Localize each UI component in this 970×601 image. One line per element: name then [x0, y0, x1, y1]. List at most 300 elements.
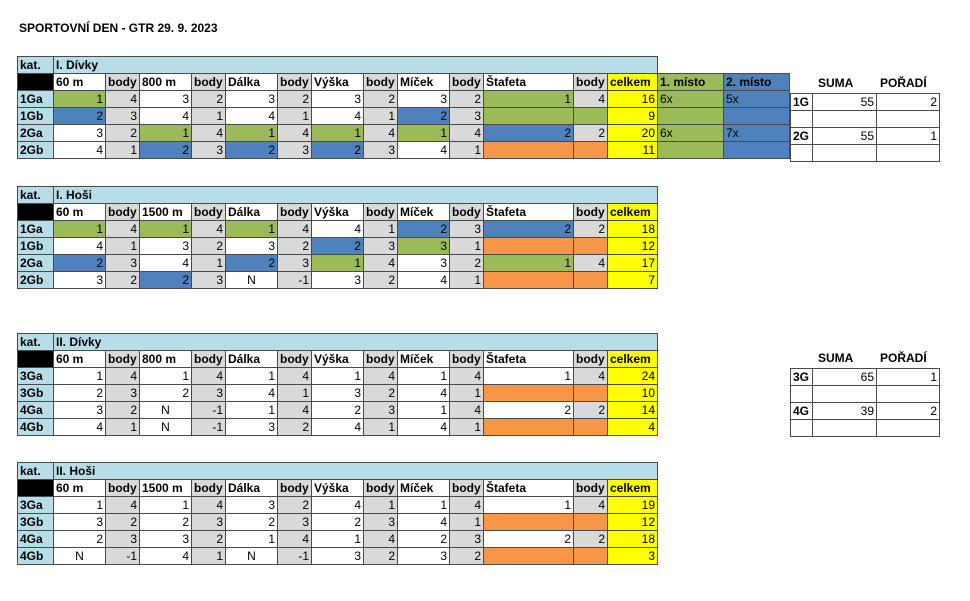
column-header: Dálka: [226, 74, 278, 91]
table-row: [18, 419, 658, 436]
team-label: 2Gb: [18, 272, 54, 289]
total-cell: 20: [608, 125, 658, 142]
score-cell: 3: [192, 272, 226, 289]
section-title: II. Dívky: [54, 334, 658, 351]
score-cell: 3: [312, 385, 364, 402]
score-cell: 2: [106, 402, 140, 419]
place-cell: [658, 142, 724, 159]
place-cell: 7x: [724, 125, 790, 142]
total-cell: 9: [608, 108, 658, 125]
suma-cell: 55: [813, 94, 877, 111]
table-row: [18, 91, 790, 108]
column-header: Výška: [312, 480, 364, 497]
total-cell: 17: [608, 255, 658, 272]
score-cell: 2: [140, 514, 192, 531]
score-cell: 2: [54, 108, 106, 125]
score-cell: [574, 142, 608, 159]
total-cell: 24: [608, 368, 658, 385]
score-cell: 1: [54, 497, 106, 514]
score-cell: N: [54, 548, 106, 565]
score-cell: 2: [106, 272, 140, 289]
score-cell: [484, 548, 574, 565]
table-row: [18, 497, 658, 514]
score-cell: 1: [54, 91, 106, 108]
column-header: body: [106, 480, 140, 497]
column-header: body: [574, 204, 608, 221]
score-cell: 1: [140, 221, 192, 238]
column-header: body: [106, 204, 140, 221]
group-label: 2G: [791, 128, 813, 145]
suma-cell: 39: [813, 403, 877, 420]
score-cell: 4: [192, 497, 226, 514]
table-row: [18, 385, 658, 402]
column-header: celkem: [608, 74, 658, 91]
team-label: 4Ga: [18, 402, 54, 419]
total-cell: 12: [608, 238, 658, 255]
score-cell: 3: [312, 272, 364, 289]
team-label: 3Ga: [18, 368, 54, 385]
column-header: celkem: [608, 480, 658, 497]
score-cell: N: [226, 272, 278, 289]
score-cell: [484, 385, 574, 402]
score-cell: 3: [54, 272, 106, 289]
score-cell: 2: [450, 255, 484, 272]
suma-table: [790, 368, 940, 437]
score-cell: 2: [364, 272, 398, 289]
score-cell: -1: [192, 419, 226, 436]
team-label: 2Gb: [18, 142, 54, 159]
score-cell: 1: [484, 497, 574, 514]
suma-table: [790, 93, 940, 162]
score-cell: 1: [192, 255, 226, 272]
category-label: kat.: [18, 463, 54, 480]
score-cell: 3: [106, 531, 140, 548]
column-header: Míček: [398, 74, 450, 91]
suma-cell: 55: [813, 128, 877, 145]
column-header: body: [364, 351, 398, 368]
suma-cell: [813, 386, 877, 403]
score-cell: 4: [364, 531, 398, 548]
score-cell: 1: [484, 255, 574, 272]
score-cell: 4: [278, 402, 312, 419]
score-cell: 2: [312, 238, 364, 255]
suma-label: SUMA: [818, 76, 854, 90]
score-cell: 2: [226, 514, 278, 531]
column-header: body: [574, 74, 608, 91]
rank-cell: 2: [877, 403, 940, 420]
team-label: 4Ga: [18, 531, 54, 548]
score-cell: 2: [450, 91, 484, 108]
score-cell: 4: [398, 514, 450, 531]
table-row: [18, 125, 790, 142]
rank-cell: [877, 145, 940, 162]
column-header: 800 m: [140, 351, 192, 368]
score-cell: 4: [54, 142, 106, 159]
score-cell: 1: [278, 385, 312, 402]
place-cell: 6x: [658, 125, 724, 142]
score-cell: 4: [312, 419, 364, 436]
score-cell: 2: [54, 385, 106, 402]
score-cell: 3: [398, 548, 450, 565]
score-cell: 4: [278, 531, 312, 548]
score-cell: 2: [278, 238, 312, 255]
score-cell: N: [140, 402, 192, 419]
score-cell: 2: [140, 385, 192, 402]
score-cell: 2: [140, 272, 192, 289]
score-cell: 4: [574, 91, 608, 108]
column-header: 1500 m: [140, 480, 192, 497]
column-header: Dálka: [226, 480, 278, 497]
score-cell: [574, 419, 608, 436]
score-cell: 4: [450, 368, 484, 385]
column-header: Míček: [398, 351, 450, 368]
results-table: [17, 333, 658, 436]
score-cell: 2: [278, 91, 312, 108]
total-cell: 3: [608, 548, 658, 565]
score-cell: 2: [312, 514, 364, 531]
score-cell: 3: [364, 402, 398, 419]
score-cell: 3: [278, 255, 312, 272]
score-cell: 1: [364, 497, 398, 514]
table-row: [18, 238, 658, 255]
score-cell: 1: [140, 368, 192, 385]
table-row: [18, 548, 658, 565]
place-cell: [724, 142, 790, 159]
column-header: body: [364, 480, 398, 497]
column-header: 60 m: [54, 351, 106, 368]
rank-label: POŘADÍ: [880, 76, 927, 90]
section-title: I. Dívky: [54, 57, 658, 74]
score-cell: N: [226, 548, 278, 565]
score-cell: 3: [364, 142, 398, 159]
score-cell: 1: [226, 402, 278, 419]
results-table: [17, 186, 658, 289]
score-cell: 1: [364, 221, 398, 238]
score-cell: 1: [450, 419, 484, 436]
score-cell: 1: [398, 368, 450, 385]
score-cell: 4: [278, 125, 312, 142]
score-cell: 2: [312, 402, 364, 419]
score-cell: 3: [450, 221, 484, 238]
score-cell: 4: [450, 125, 484, 142]
score-cell: 4: [312, 497, 364, 514]
total-cell: 7: [608, 272, 658, 289]
score-cell: 1: [106, 238, 140, 255]
score-cell: 4: [106, 91, 140, 108]
column-header: body: [192, 204, 226, 221]
score-cell: 3: [106, 255, 140, 272]
column-header: body: [278, 74, 312, 91]
section-title: II. Hoši: [54, 463, 658, 480]
team-label: 1Gb: [18, 108, 54, 125]
score-cell: 3: [192, 385, 226, 402]
score-cell: 1: [312, 368, 364, 385]
score-cell: 2: [364, 548, 398, 565]
score-cell: 1: [398, 125, 450, 142]
corner-cell: [18, 74, 54, 91]
score-cell: [574, 238, 608, 255]
results-table: [17, 56, 790, 159]
score-cell: [484, 514, 574, 531]
score-cell: 3: [364, 514, 398, 531]
score-cell: 2: [54, 531, 106, 548]
score-cell: 2: [574, 125, 608, 142]
total-cell: 18: [608, 221, 658, 238]
score-cell: 4: [574, 255, 608, 272]
score-cell: 3: [450, 531, 484, 548]
score-cell: 2: [106, 514, 140, 531]
table-row: [18, 368, 658, 385]
column-header: body: [574, 480, 608, 497]
column-header: body: [106, 351, 140, 368]
score-cell: 3: [54, 125, 106, 142]
score-cell: 3: [54, 402, 106, 419]
total-cell: 19: [608, 497, 658, 514]
score-cell: 4: [54, 238, 106, 255]
team-label: 1Gb: [18, 238, 54, 255]
table-row: [18, 108, 790, 125]
column-header: 1500 m: [140, 204, 192, 221]
score-cell: 1: [226, 125, 278, 142]
score-cell: [574, 514, 608, 531]
score-cell: 2: [450, 548, 484, 565]
team-label: 1Ga: [18, 221, 54, 238]
score-cell: 4: [574, 368, 608, 385]
rank-cell: [877, 386, 940, 403]
column-header: 60 m: [54, 74, 106, 91]
score-cell: 3: [106, 108, 140, 125]
column-header: body: [574, 351, 608, 368]
score-cell: 3: [398, 255, 450, 272]
column-header: body: [364, 74, 398, 91]
score-cell: 2: [278, 419, 312, 436]
score-cell: 1: [312, 531, 364, 548]
column-header: Štafeta: [484, 351, 574, 368]
score-cell: 1: [364, 108, 398, 125]
results-table: [17, 462, 658, 565]
total-cell: 16: [608, 91, 658, 108]
score-cell: 2: [54, 255, 106, 272]
column-header: Míček: [398, 204, 450, 221]
group-label: 3G: [791, 369, 813, 386]
column-header: body: [364, 204, 398, 221]
score-cell: [484, 108, 574, 125]
score-cell: 1: [312, 125, 364, 142]
score-cell: 1: [278, 108, 312, 125]
group-label: 4G: [791, 403, 813, 420]
group-label: [791, 386, 813, 403]
score-cell: 2: [278, 497, 312, 514]
score-cell: 2: [574, 402, 608, 419]
column-header: body: [450, 480, 484, 497]
table-row: [18, 255, 658, 272]
score-cell: [574, 108, 608, 125]
column-header: Štafeta: [484, 204, 574, 221]
score-cell: 1: [398, 497, 450, 514]
score-cell: 4: [140, 108, 192, 125]
score-cell: 4: [106, 368, 140, 385]
score-cell: 3: [140, 238, 192, 255]
score-cell: [574, 385, 608, 402]
score-cell: [484, 272, 574, 289]
total-cell: 11: [608, 142, 658, 159]
score-cell: 2: [140, 142, 192, 159]
rank-cell: [877, 111, 940, 128]
column-header: body: [278, 204, 312, 221]
score-cell: 2: [574, 531, 608, 548]
score-cell: 1: [450, 385, 484, 402]
score-cell: 3: [192, 142, 226, 159]
score-cell: 1: [450, 514, 484, 531]
score-cell: 1: [226, 368, 278, 385]
category-label: kat.: [18, 334, 54, 351]
score-cell: 1: [450, 142, 484, 159]
score-cell: -1: [278, 548, 312, 565]
score-cell: 3: [398, 238, 450, 255]
score-cell: 3: [398, 91, 450, 108]
score-cell: 4: [364, 125, 398, 142]
table-row: [18, 221, 658, 238]
score-cell: 1: [106, 142, 140, 159]
column-header: body: [192, 74, 226, 91]
score-cell: 2: [226, 255, 278, 272]
team-label: 2Ga: [18, 255, 54, 272]
table-row: [18, 402, 658, 419]
score-cell: 2: [484, 531, 574, 548]
score-cell: 2: [226, 142, 278, 159]
score-cell: 3: [54, 514, 106, 531]
team-label: 3Gb: [18, 385, 54, 402]
score-cell: 4: [312, 108, 364, 125]
score-cell: 4: [106, 221, 140, 238]
score-cell: 2: [312, 142, 364, 159]
score-cell: 3: [450, 108, 484, 125]
score-cell: 3: [226, 238, 278, 255]
score-cell: 2: [192, 531, 226, 548]
score-cell: 4: [226, 108, 278, 125]
score-cell: 1: [226, 531, 278, 548]
score-cell: 3: [226, 497, 278, 514]
score-cell: -1: [106, 548, 140, 565]
team-label: 3Gb: [18, 514, 54, 531]
score-cell: 2: [364, 385, 398, 402]
score-cell: 4: [312, 221, 364, 238]
rank-cell: 1: [877, 369, 940, 386]
score-cell: 2: [484, 125, 574, 142]
score-cell: 4: [192, 221, 226, 238]
score-cell: 1: [192, 548, 226, 565]
place-header: 2. místo: [724, 74, 790, 91]
corner-cell: [18, 351, 54, 368]
table-row: [18, 272, 658, 289]
score-cell: 1: [226, 221, 278, 238]
score-cell: 4: [364, 368, 398, 385]
score-cell: 3: [312, 91, 364, 108]
suma-cell: 65: [813, 369, 877, 386]
score-cell: 4: [450, 402, 484, 419]
score-cell: [574, 548, 608, 565]
score-cell: 4: [54, 419, 106, 436]
score-cell: 2: [398, 108, 450, 125]
score-cell: [484, 238, 574, 255]
score-cell: 4: [398, 419, 450, 436]
column-header: 60 m: [54, 480, 106, 497]
score-cell: 3: [226, 91, 278, 108]
score-cell: 1: [140, 497, 192, 514]
table-row: [18, 514, 658, 531]
score-cell: 4: [192, 368, 226, 385]
column-header: body: [450, 74, 484, 91]
score-cell: 1: [450, 272, 484, 289]
total-cell: 10: [608, 385, 658, 402]
team-label: 2Ga: [18, 125, 54, 142]
score-cell: 4: [192, 125, 226, 142]
suma-cell: [813, 145, 877, 162]
score-cell: 2: [364, 91, 398, 108]
column-header: body: [192, 480, 226, 497]
column-header: body: [450, 351, 484, 368]
score-cell: 3: [192, 514, 226, 531]
score-cell: 4: [278, 368, 312, 385]
category-label: kat.: [18, 57, 54, 74]
score-cell: 2: [398, 531, 450, 548]
rank-label: POŘADÍ: [880, 351, 927, 365]
score-cell: 3: [312, 548, 364, 565]
score-cell: 2: [398, 221, 450, 238]
place-cell: [724, 108, 790, 125]
score-cell: 1: [54, 368, 106, 385]
score-cell: [484, 142, 574, 159]
score-cell: 2: [106, 125, 140, 142]
score-cell: 1: [450, 238, 484, 255]
score-cell: N: [140, 419, 192, 436]
column-header: Výška: [312, 351, 364, 368]
column-header: Výška: [312, 204, 364, 221]
score-cell: 3: [140, 531, 192, 548]
corner-cell: [18, 480, 54, 497]
score-cell: 4: [226, 385, 278, 402]
place-cell: 5x: [724, 91, 790, 108]
score-cell: 3: [106, 385, 140, 402]
score-cell: 4: [450, 497, 484, 514]
group-label: [791, 145, 813, 162]
score-cell: 3: [140, 91, 192, 108]
score-cell: 2: [192, 238, 226, 255]
score-cell: -1: [278, 272, 312, 289]
score-cell: [484, 419, 574, 436]
score-cell: 1: [364, 419, 398, 436]
score-cell: 4: [140, 548, 192, 565]
category-label: kat.: [18, 187, 54, 204]
total-cell: 12: [608, 514, 658, 531]
column-header: 800 m: [140, 74, 192, 91]
team-label: 3Ga: [18, 497, 54, 514]
column-header: Štafeta: [484, 480, 574, 497]
group-label: 1G: [791, 94, 813, 111]
column-header: body: [278, 351, 312, 368]
column-header: celkem: [608, 204, 658, 221]
score-cell: 3: [278, 514, 312, 531]
suma-cell: [813, 420, 877, 437]
score-cell: 2: [484, 221, 574, 238]
place-cell: [658, 108, 724, 125]
score-cell: 4: [398, 385, 450, 402]
column-header: body: [278, 480, 312, 497]
score-cell: 3: [278, 142, 312, 159]
total-cell: 4: [608, 419, 658, 436]
team-label: 1Ga: [18, 91, 54, 108]
table-row: [18, 531, 658, 548]
